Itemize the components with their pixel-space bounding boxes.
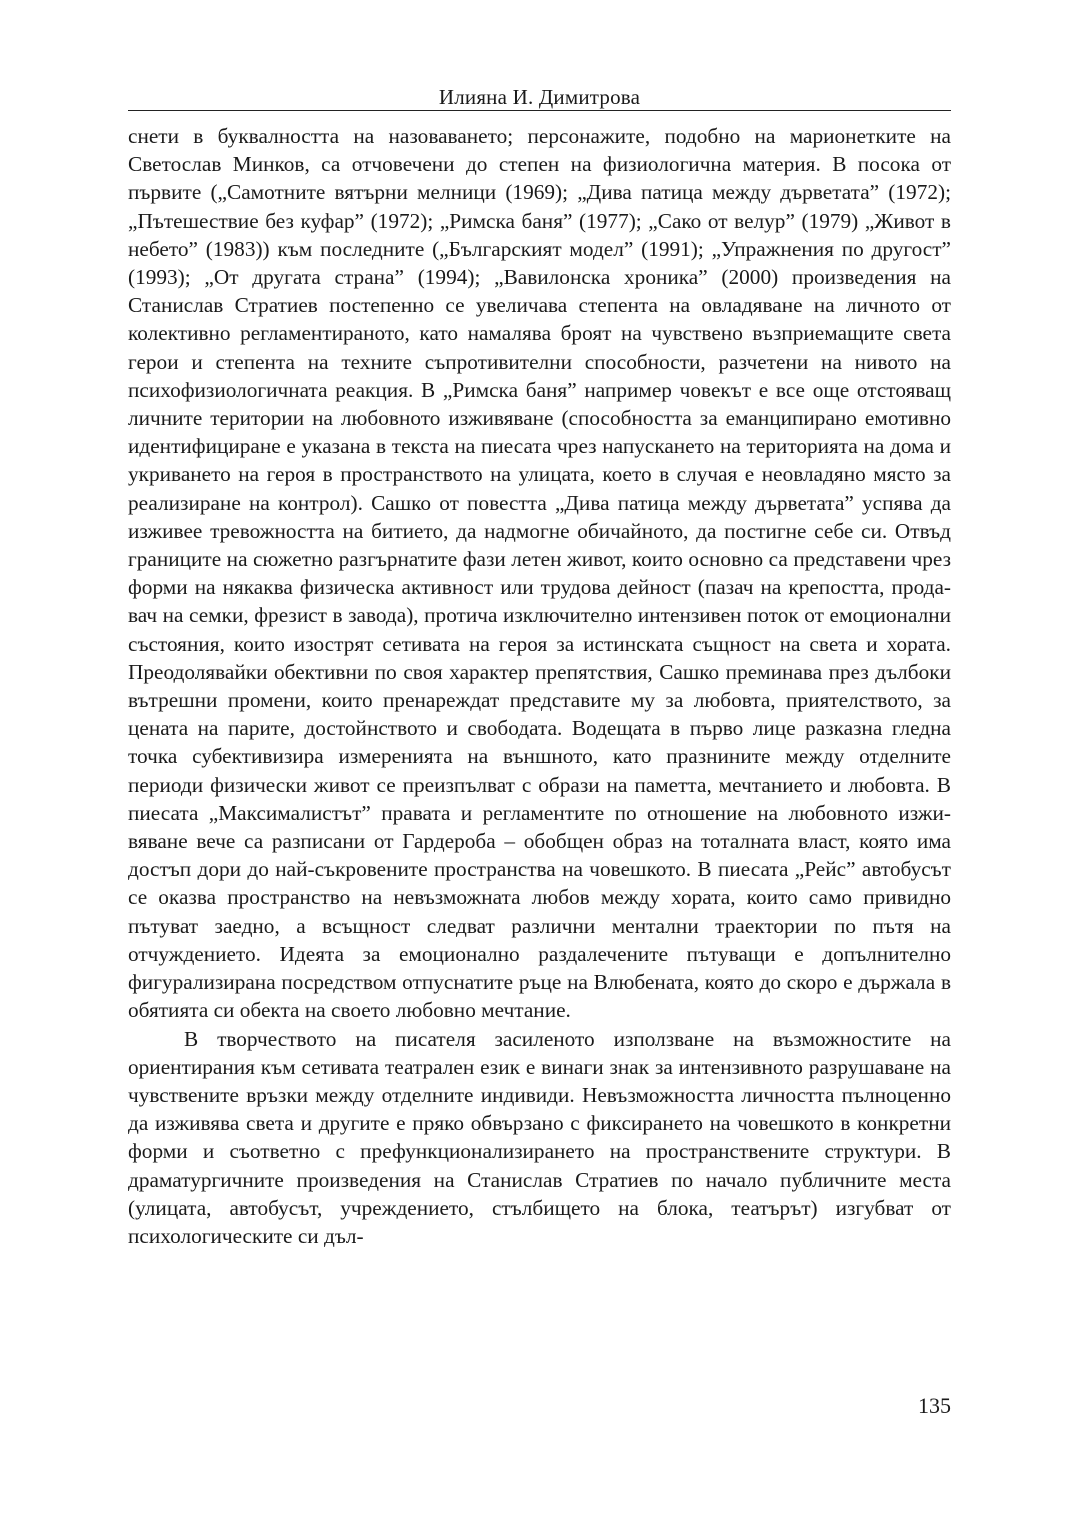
body-text [128,122,951,1250]
header-rule [128,110,951,111]
paragraph: снети в буквалността на назоваването; персонажите, подобно на марионетките на Светослав Минков, са отчовечени до степен на физиологична материя. В посока от първите („Самотните вятърни мелници (1969); „Дива патица между дърветата” (1972); „Пътешествие без куфар” (1972); „Римска баня” (1977); „Сако от велур” (1979) „Живот в небето” (1983)) към последните („Българският модел” (1991); „Упражнения по другост” (1993); „От другата страна” (1994); „Вавилонска хроника” (2000) произведения на Станислав Стратиев постепенно се увеличава степента на овладяване на личното от колективно регламентираното, като намалява броят на чувствено възприемащите света герои и степента на техните съпротивителни способности, разчетени на нивото на психофизиологичната реакция. В „Римска баня” например човекът е все още отстояващ личните територии на любовното изживяване (способността за еманципирано емотивно идентифициране е указана в текста на пиесата чрез напускането на територията на дома и укриването на героя в пространството на улицата, което в случая е неовладяно място за реализиране на контрол). Сашко от повестта „Дива патица между дърветата” успява да изживее тревожността на битието, да надмогне обичайното, да постигне себе си. Отвъд границите на сюжетно разгърнатите фази летен живот, които основно са представени чрез форми на някаква физическа активност или трудова дейност (пазач на крепостта, продавач на семки, фрезист в завода), протича изключително интензивен поток от емоционални състояния, които изострят сетивата на героя за истинската същност на света и хората. Преодолявайки обективни по своя характер препятствия, Сашко преминава през дълбоки вътрешни промени, които пренареждат представите му за любовта, приятелството, за цената на парите, достойнството и свободата. Водещата в първо лице разказна гледна точка субективизира измеренията на външното, като празнините между отделните периоди физически живот се преизпълват с образи на паметта, мечтанието и любовта. В пиесата „Максималистът” правата и регламентите по отношение на любовното изживяване вече са разписани от Гардероба – обобщен образ на тоталната власт, която има достъп дори до най-съкровените пространства на човешкото. В пиесата „Рейс” автобусът се оказва пространство на невъзможната любов между хората, които само привидно пътуват заедно, а всъщност следват различни ментални траектории по пътя на отчуждението. Идеята за емоционално раздалечените пътуващи е допълнително фигурализирана посредством отпуснатите ръце на Влюбената, която до скоро е държала в обятията си обекта на своето любовно мечтание. [128,124,951,1023]
document-page [128,0,951,1524]
running-header-author: Илияна И. Димитрова [438,85,641,109]
paragraph: В творчеството на писателя засиленото използване на възможностите на ориентирания към сетивата театрален език е винаги знак за интензивното разрушаване на чувствените връзки между отделните индивиди. Невъзможността личността пълноценно да изживява света и другите е пряко обвързано с фиксирането на човешкото в конкретни форми и съответно с префункционализирането на пространствените структури. В драматургичните произведения на Станислав Стратиев по начало публичните места (улицата, автобусът, учреждението, стълбището на блока, театърът) изгубват от психологическите си дъл- [128,1026,951,1248]
page-number: 135 [918,1393,951,1418]
